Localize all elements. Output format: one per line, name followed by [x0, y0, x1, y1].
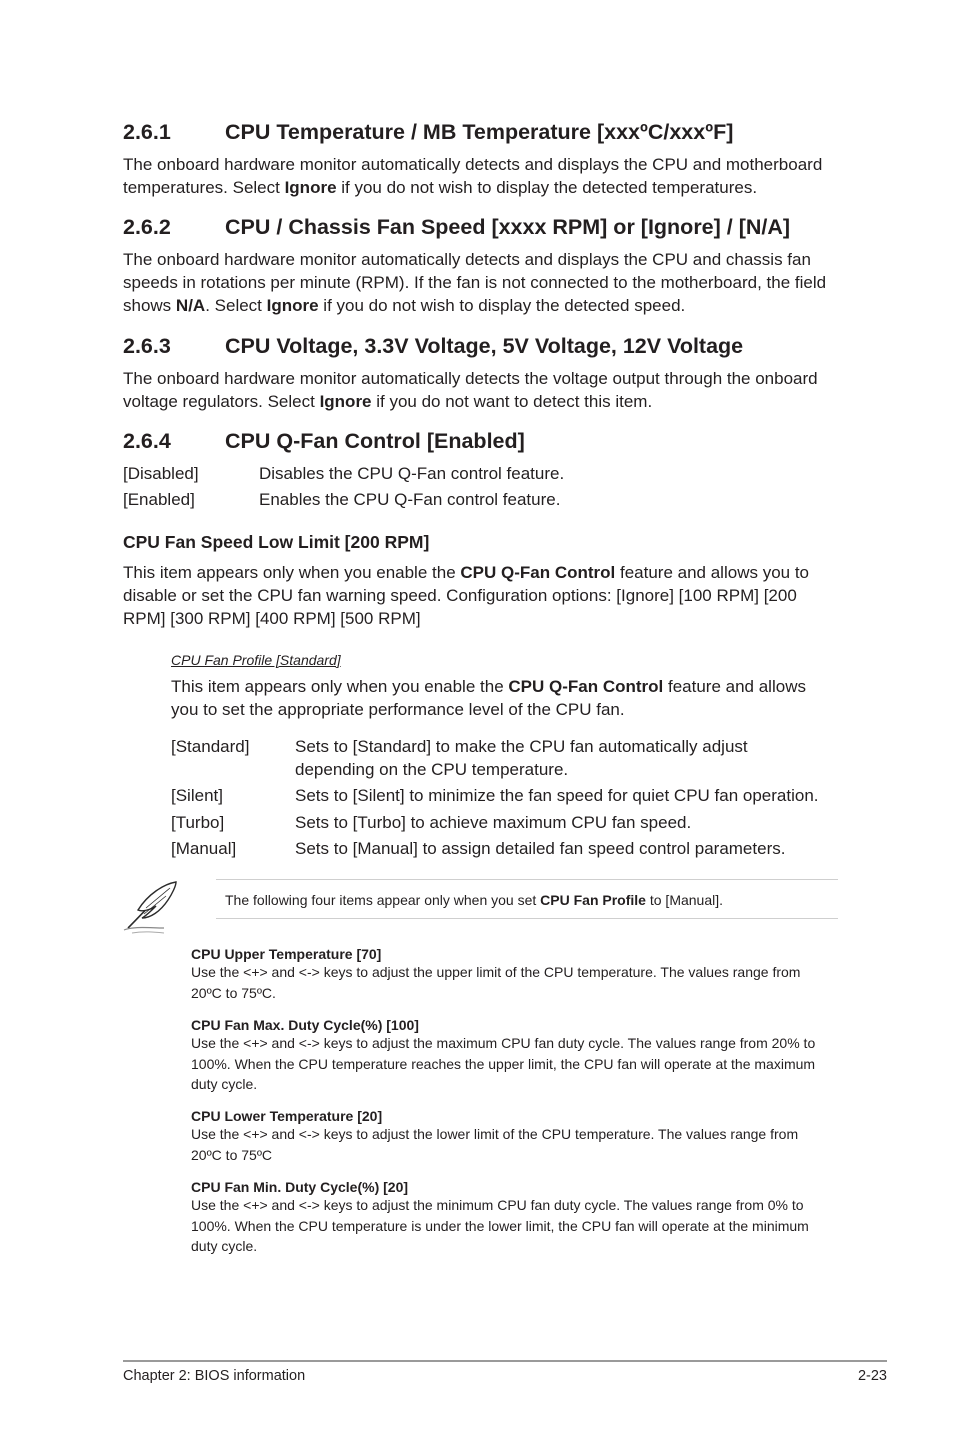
- note-top-rule: [216, 879, 838, 880]
- section-title: CPU Voltage, 3.3V Voltage, 5V Voltage, 12V Voltage: [225, 334, 744, 358]
- section-title: CPU Temperature / MB Temperature [xxxºC/xxxºF]: [225, 120, 734, 144]
- note-text: The following four items appear only when you set CPU Fan Profile to [Manual].: [225, 892, 724, 908]
- manual-item-min-duty: [191, 1179, 841, 1257]
- section-heading-2-6-1: [123, 120, 883, 148]
- option-key: [Standard]: [171, 737, 250, 756]
- low-limit-heading: CPU Fan Speed Low Limit [200 RPM]: [123, 532, 430, 552]
- manual-item-title: CPU Lower Temperature [20]: [191, 1108, 383, 1124]
- section-heading-2-6-4: [123, 429, 883, 457]
- footer-chapter: Chapter 2: BIOS information: [123, 1368, 306, 1384]
- option-key: [Turbo]: [171, 813, 225, 832]
- option-desc: Sets to [Standard] to make the CPU fan automatically adjust depending on the CPU temperature.: [295, 737, 748, 779]
- bold-term: CPU Fan Profile: [540, 892, 646, 908]
- bold-term: Ignore: [319, 392, 372, 411]
- manual-item-title: CPU Fan Max. Duty Cycle(%) [100]: [191, 1017, 419, 1033]
- option-key: [Enabled]: [123, 490, 195, 509]
- manual-item-lower-temp: [191, 1108, 841, 1165]
- manual-item-title: CPU Upper Temperature [70]: [191, 946, 382, 962]
- profile-option-silent: [171, 784, 841, 807]
- profile-heading: CPU Fan Profile [Standard]: [171, 652, 341, 668]
- manual-item-title: CPU Fan Min. Duty Cycle(%) [20]: [191, 1179, 409, 1195]
- manual-item-desc: Use the <+> and <-> keys to adjust the maximum CPU fan duty cycle. The values range from 20% to 100%. When the CPU temperature reaches the upper limit, the CPU fan will operate at the maximum duty cycle.: [191, 1035, 816, 1092]
- option-desc: Enables the CPU Q-Fan control feature.: [259, 490, 561, 509]
- bold-term: Ignore: [266, 296, 319, 315]
- manual-item-max-duty: [191, 1017, 841, 1095]
- option-row-disabled: [123, 462, 843, 485]
- option-desc: Sets to [Silent] to minimize the fan speed for quiet CPU fan operation.: [295, 786, 819, 805]
- profile-option-manual: [171, 837, 841, 860]
- section-title: CPU Q-Fan Control [Enabled]: [225, 429, 525, 453]
- profile-option-standard: [171, 735, 841, 783]
- footer-page-number: 2-23: [857, 1368, 887, 1384]
- option-desc: Sets to [Manual] to assign detailed fan speed control parameters.: [295, 839, 786, 858]
- section-body-2-6-1: The onboard hardware monitor automatically detects and displays the CPU and motherboard temperatures. Select Ignore if you do not wish to display the detected temperatures.: [123, 155, 823, 197]
- footer-rule: [123, 1360, 887, 1362]
- manual-item-upper-temp: [191, 946, 841, 1003]
- section-number: 2.6.3: [123, 334, 171, 358]
- section-number: 2.6.4: [123, 429, 171, 453]
- profile-body: This item appears only when you enable the CPU Q-Fan Control feature and allows you to set the appropriate performance level of the CPU fan.: [171, 677, 806, 719]
- option-key: [Disabled]: [123, 464, 199, 483]
- bold-term: CPU Q-Fan Control: [508, 677, 664, 696]
- low-limit-body: This item appears only when you enable the CPU Q-Fan Control feature and allows you to disable or set the CPU fan warning speed. Configuration options: [Ignore] [100 RPM] [200 RPM] [300 RPM] [400 RPM] [500 RPM]: [123, 563, 809, 628]
- section-number: 2.6.2: [123, 215, 171, 239]
- option-key: [Silent]: [171, 786, 223, 805]
- option-desc: Disables the CPU Q-Fan control feature.: [259, 464, 565, 483]
- section-body-2-6-3: The onboard hardware monitor automatically detects the voltage output through the onboard voltage regulators. Select Ignore if you do not want to detect this item.: [123, 369, 818, 411]
- manual-item-desc: Use the <+> and <-> keys to adjust the lower limit of the CPU temperature. The values range from 20ºC to 75ºC: [191, 1126, 799, 1163]
- section-number: 2.6.1: [123, 120, 171, 144]
- quill-pen-icon: [120, 876, 182, 936]
- option-desc: Sets to [Turbo] to achieve maximum CPU fan speed.: [295, 813, 692, 832]
- note-bottom-rule: [216, 918, 838, 919]
- manual-item-desc: Use the <+> and <-> keys to adjust the minimum CPU fan duty cycle. The values range from 0% to 100%. When the CPU temperature is under the lower limit, the CPU fan will operate at the minimum duty cycle.: [191, 1197, 809, 1254]
- option-key: [Manual]: [171, 839, 237, 858]
- profile-option-turbo: [171, 811, 841, 834]
- bold-term: Ignore: [284, 178, 337, 197]
- option-row-enabled: [123, 488, 843, 511]
- manual-item-desc: Use the <+> and <-> keys to adjust the upper limit of the CPU temperature. The values range from 20ºC to 75ºC.: [191, 964, 801, 1001]
- section-title: CPU / Chassis Fan Speed [xxxx RPM] or [Ignore] / [N/A]: [225, 215, 791, 239]
- section-heading-2-6-2: [123, 215, 883, 243]
- section-heading-2-6-3: [123, 334, 883, 362]
- section-body-2-6-2: The onboard hardware monitor automatically detects and displays the CPU and chassis fan speeds in rotations per minute (RPM). If the fan is not connected to the motherboard, the field shows N/A. Select Ignore if you do not wish to display the detected speed.: [123, 250, 827, 315]
- bold-term: CPU Q-Fan Control: [460, 563, 616, 582]
- bold-term: N/A: [175, 296, 206, 315]
